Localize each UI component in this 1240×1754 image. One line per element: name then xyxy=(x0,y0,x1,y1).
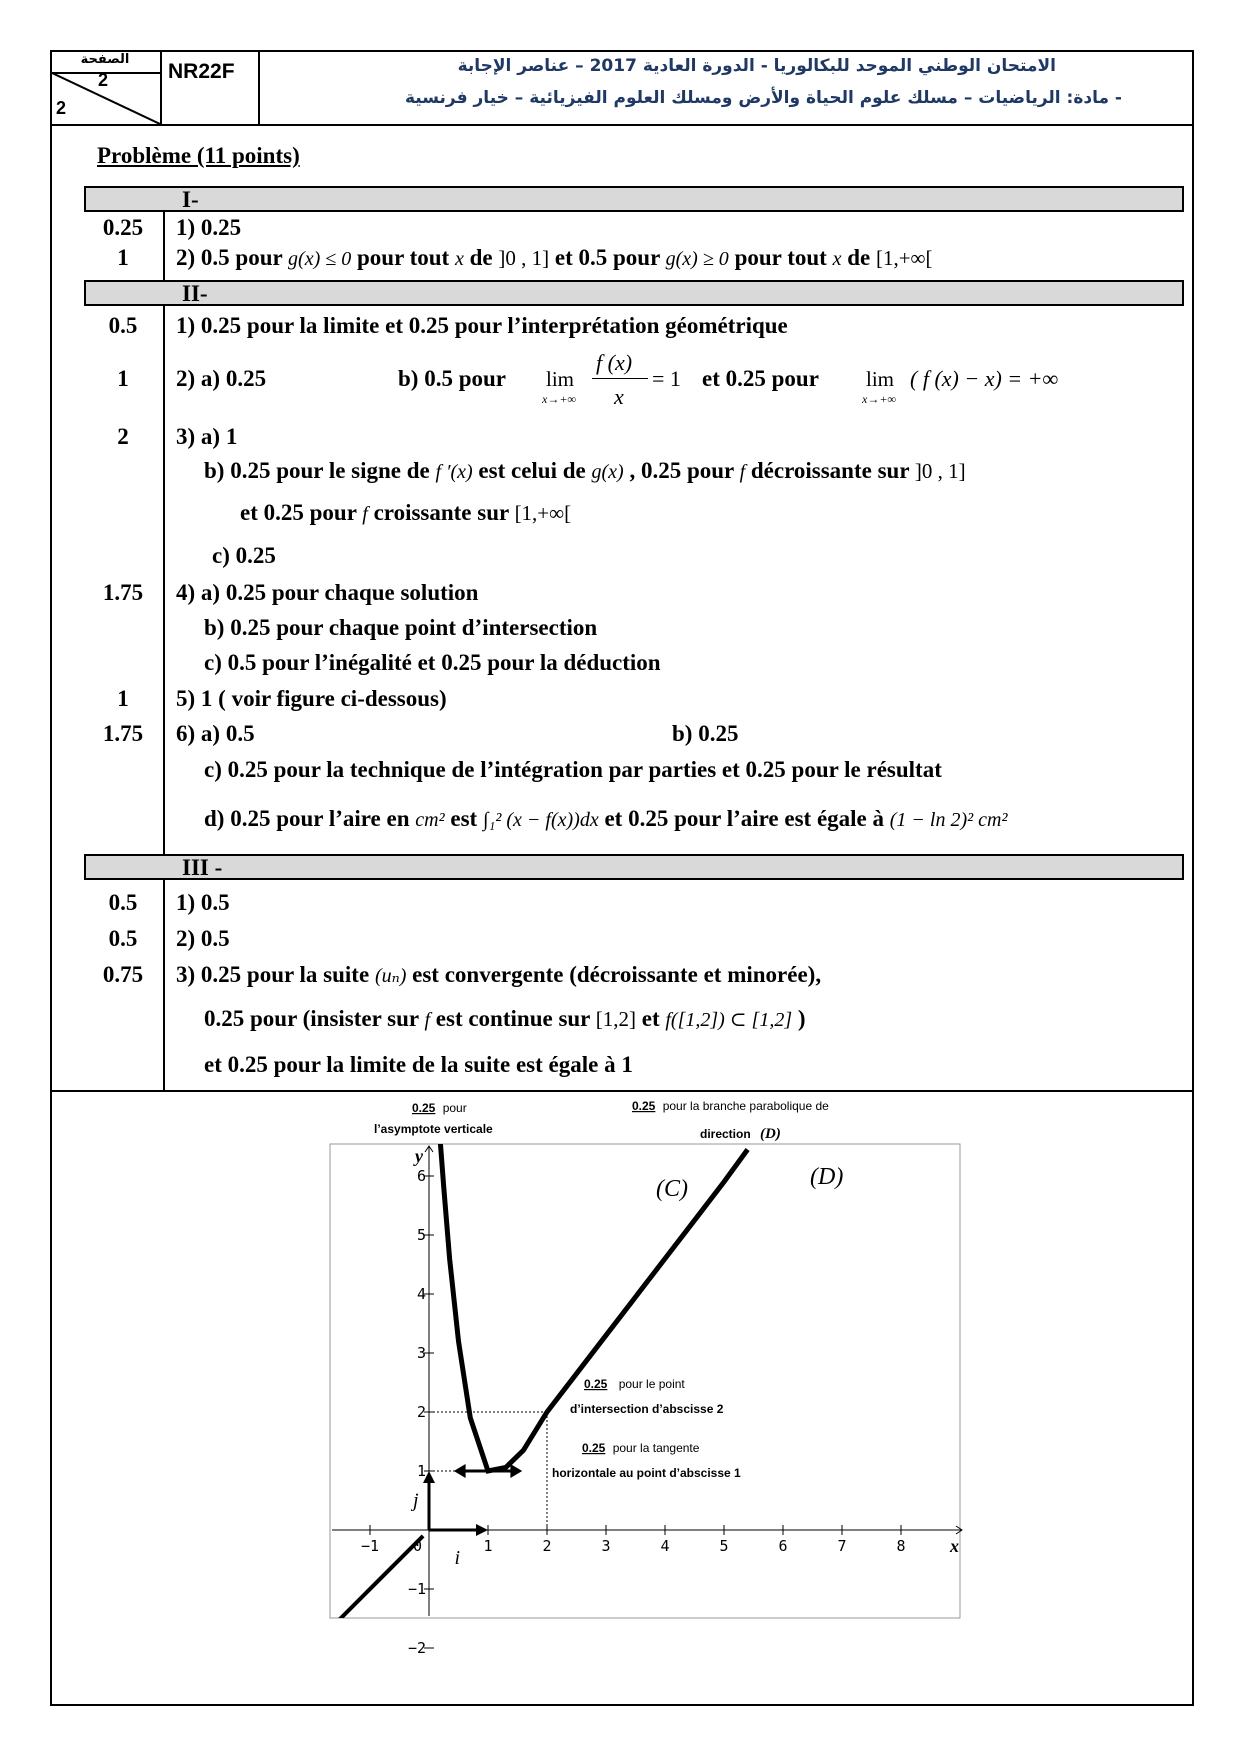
annotation-tangent-line2: horizontale au point d’abscisse 1 xyxy=(552,1466,741,1480)
frac-numerator: f (x) xyxy=(596,350,633,375)
answer-r18-part-a: 3) 0.25 pour la suite xyxy=(176,962,370,987)
x-tick-label: 6 xyxy=(778,1537,788,1555)
points-r18: 0.75 xyxy=(102,962,144,987)
answer-r4-a: 2) a) 0.25 xyxy=(176,366,267,391)
math-r15-2: ∫₁² (x − f(x))dx xyxy=(482,809,599,831)
points-r12: 1 xyxy=(117,686,129,711)
math-r6-1: f ′(x) xyxy=(435,461,473,483)
answer-r10: b) 0.25 pour chaque point d’intersection xyxy=(204,615,598,640)
annotation-intersection-text-a: pour le point xyxy=(618,1377,685,1391)
math-r2-1: g(x) ≤ 0 xyxy=(288,248,352,270)
annotation-tangent-text-a: pour la tangente xyxy=(612,1441,700,1455)
page-current: 2 xyxy=(98,70,109,90)
page-label: الصفحة xyxy=(50,50,160,74)
problem-title: Problème (11 points) xyxy=(97,143,300,168)
answer-r8: c) 0.25 xyxy=(212,543,276,568)
x-axis-label: x xyxy=(950,1536,959,1556)
section-label-2: II- xyxy=(182,281,208,306)
answer-r14: c) 0.25 pour la technique de l’intégration par parties et 0.25 pour le résultat xyxy=(204,757,942,782)
section-label-1: I- xyxy=(182,187,199,212)
annotation-intersection-line2: d’intersection d’abscisse 2 xyxy=(570,1402,724,1416)
y-tick-label: −2 xyxy=(407,1639,426,1657)
limit-2-expr: ( f (x) − x) = +∞ xyxy=(910,366,1059,391)
points-r4: 1 xyxy=(117,366,129,391)
answer-r1: 1) 0.25 xyxy=(176,215,242,240)
x-tick-label: 2 xyxy=(542,1537,552,1555)
vector-j-label: j xyxy=(413,1489,419,1512)
answer-r11: c) 0.5 pour l’inégalité et 0.25 pour la déduction xyxy=(204,650,661,675)
answer-r3: 1) 0.25 pour la limite et 0.25 pour l’interprétation géométrique xyxy=(176,313,788,338)
curve-c-label: (C) xyxy=(656,1176,688,1202)
exam-code: NR22F xyxy=(162,50,260,124)
annotation-branch-direction: (D) xyxy=(760,1126,781,1142)
x-tick-label: −1 xyxy=(360,1537,380,1555)
answer-r19-part-c: et xyxy=(641,1006,660,1031)
x-tick-label: 1 xyxy=(483,1537,493,1555)
answer-r9: 4) a) 0.25 pour chaque solution xyxy=(176,580,479,605)
points-r16: 0.5 xyxy=(108,890,138,915)
annotation-branch-text-b: direction xyxy=(700,1127,751,1141)
answer-r2-part-b: pour tout xyxy=(356,245,450,270)
y-tick-label: 4 xyxy=(416,1285,426,1303)
answer-r15-part-a: d) 0.25 pour l’aire en xyxy=(204,806,410,831)
answer-r2-part-a: 2) 0.5 pour xyxy=(176,245,283,270)
x-tick-label: 5 xyxy=(719,1537,729,1555)
annotation-asymptote-text-a: pour xyxy=(442,1101,467,1115)
page-total: 2 xyxy=(56,98,67,118)
x-tick-label: 7 xyxy=(837,1537,847,1555)
math-r15-1: cm² xyxy=(415,809,445,831)
math-r19-3: f([1,2]) ⊂ [1,2] xyxy=(665,1009,793,1031)
points-r5: 2 xyxy=(117,424,129,449)
lim-label-2: lim xyxy=(866,367,895,391)
answer-r6-part-c: , 0.25 pour xyxy=(629,458,734,483)
answer-r7-part-a: et 0.25 pour xyxy=(240,500,357,525)
x-tick-label: 3 xyxy=(601,1537,611,1555)
math-r6-4: ]0 , 1] xyxy=(914,459,966,483)
limit-1-eq: = 1 xyxy=(652,366,681,391)
x-tick-label: 8 xyxy=(896,1537,906,1555)
answer-r6-part-b: est celui de xyxy=(478,458,586,483)
line-d-label: (D) xyxy=(810,1164,844,1190)
answer-r15-part-b: est xyxy=(450,806,478,831)
y-tick-label: 6 xyxy=(416,1167,426,1185)
math-r2-5: x xyxy=(832,248,842,270)
answer-r7-part-b: croissante sur xyxy=(373,500,509,525)
lim-label-1: lim xyxy=(546,367,575,391)
exam-title-line2: - مادة: الرياضيات – مسلك علوم الحياة والأرض ومسلك العلوم الفيزيائية – خيار فرنسية xyxy=(404,88,1122,108)
answer-r2-part-d: et 0.5 pour xyxy=(554,245,660,270)
lim-sub-2: x→+∞ xyxy=(862,392,896,406)
points-r9: 1.75 xyxy=(102,580,144,605)
vector-i-label: i xyxy=(454,1547,461,1569)
section-label-3: III - xyxy=(182,855,223,880)
points-r2: 1 xyxy=(117,245,129,270)
answer-r13-b: b) 0.25 xyxy=(672,721,739,746)
annotation-intersection-line1 xyxy=(584,1377,685,1391)
y-tick-label: −1 xyxy=(407,1580,426,1598)
points-r1: 0.25 xyxy=(102,215,144,240)
points-r13: 1.75 xyxy=(102,721,144,746)
math-r15-3: (1 − ln 2)² cm² xyxy=(889,809,1008,831)
annotation-asymptote-points: 0.25 xyxy=(412,1101,436,1115)
annotation-tangent-line1 xyxy=(582,1441,700,1455)
answer-r2-part-f: de xyxy=(847,245,871,270)
answer-r15-part-c: et 0.25 pour l’aire est égale à xyxy=(604,806,885,831)
answer-r18-part-b: est convergente (décroissante et minorée), xyxy=(412,962,822,987)
y-tick-label: 1 xyxy=(416,1462,426,1480)
answer-r5: 3) a) 1 xyxy=(176,424,238,449)
answer-r6-part-d: décroissante sur xyxy=(750,458,910,483)
exam-title-line1: الامتحان الوطني الموحد للبكالوريا - الدورة العادية 2017 – عناصر الإجابة xyxy=(457,56,1056,76)
math-r18-1: (uₙ) xyxy=(374,965,407,987)
math-r6-3: f xyxy=(739,461,746,483)
points-r3: 0.5 xyxy=(108,313,138,338)
math-r2-3: ]0 , 1] xyxy=(498,246,550,270)
x-tick-label: 4 xyxy=(660,1537,670,1555)
annotation-asymptote-line1 xyxy=(412,1101,467,1115)
answer-r16: 1) 0.5 xyxy=(176,890,230,915)
answer-r19-part-d: ) xyxy=(797,1006,806,1031)
annotation-intersection-points: 0.25 xyxy=(584,1377,608,1391)
annotation-asymptote-line2: l’asymptote verticale xyxy=(374,1122,493,1136)
points-r17: 0.5 xyxy=(108,926,138,951)
answer-r13-a: 6) a) 0.5 xyxy=(176,721,255,746)
lim-sub-1: x→+∞ xyxy=(542,392,576,406)
y-axis-label: y xyxy=(415,1146,423,1166)
math-r7-1: f xyxy=(362,503,368,525)
math-r6-2: g(x) xyxy=(591,461,624,483)
answer-r17: 2) 0.5 xyxy=(176,926,230,951)
math-r2-2: x xyxy=(454,248,464,270)
frac-denominator: x xyxy=(614,384,624,409)
origin-label: 0 xyxy=(413,1537,423,1555)
annotation-branch-line1 xyxy=(632,1099,829,1113)
annotation-branch-points: 0.25 xyxy=(632,1099,656,1113)
y-tick-label: 5 xyxy=(416,1226,426,1244)
annotation-branch-line2 xyxy=(700,1126,781,1142)
y-tick-label: 2 xyxy=(416,1403,426,1421)
answer-r6-part-a: b) 0.25 pour le signe de xyxy=(204,458,430,483)
math-r19-1: f xyxy=(424,1009,431,1031)
answer-r4-b: b) 0.5 pour xyxy=(398,366,506,391)
math-r7-2: [1,+∞[ xyxy=(514,501,572,525)
answer-r19-part-a: 0.25 pour (insister sur xyxy=(204,1006,419,1031)
answer-r19-part-b: est continue sur xyxy=(435,1006,590,1031)
math-r2-6: [1,+∞[ xyxy=(875,246,933,270)
answer-r20: et 0.25 pour la limite de la suite est égale à 1 xyxy=(204,1052,633,1077)
answer-r2-part-e: pour tout xyxy=(734,245,827,270)
answer-r12: 5) 1 ( voir figure ci-dessous) xyxy=(176,686,447,711)
answer-r4-c: et 0.25 pour xyxy=(702,366,819,391)
annotation-tangent-points: 0.25 xyxy=(582,1441,606,1455)
answer-r2-part-c: de xyxy=(469,245,493,270)
annotation-branch-text-a: pour la branche parabolique de xyxy=(662,1099,829,1113)
math-r19-2: [1,2] xyxy=(595,1007,636,1031)
y-tick-label: 3 xyxy=(416,1344,426,1362)
math-r2-4: g(x) ≥ 0 xyxy=(665,248,729,270)
